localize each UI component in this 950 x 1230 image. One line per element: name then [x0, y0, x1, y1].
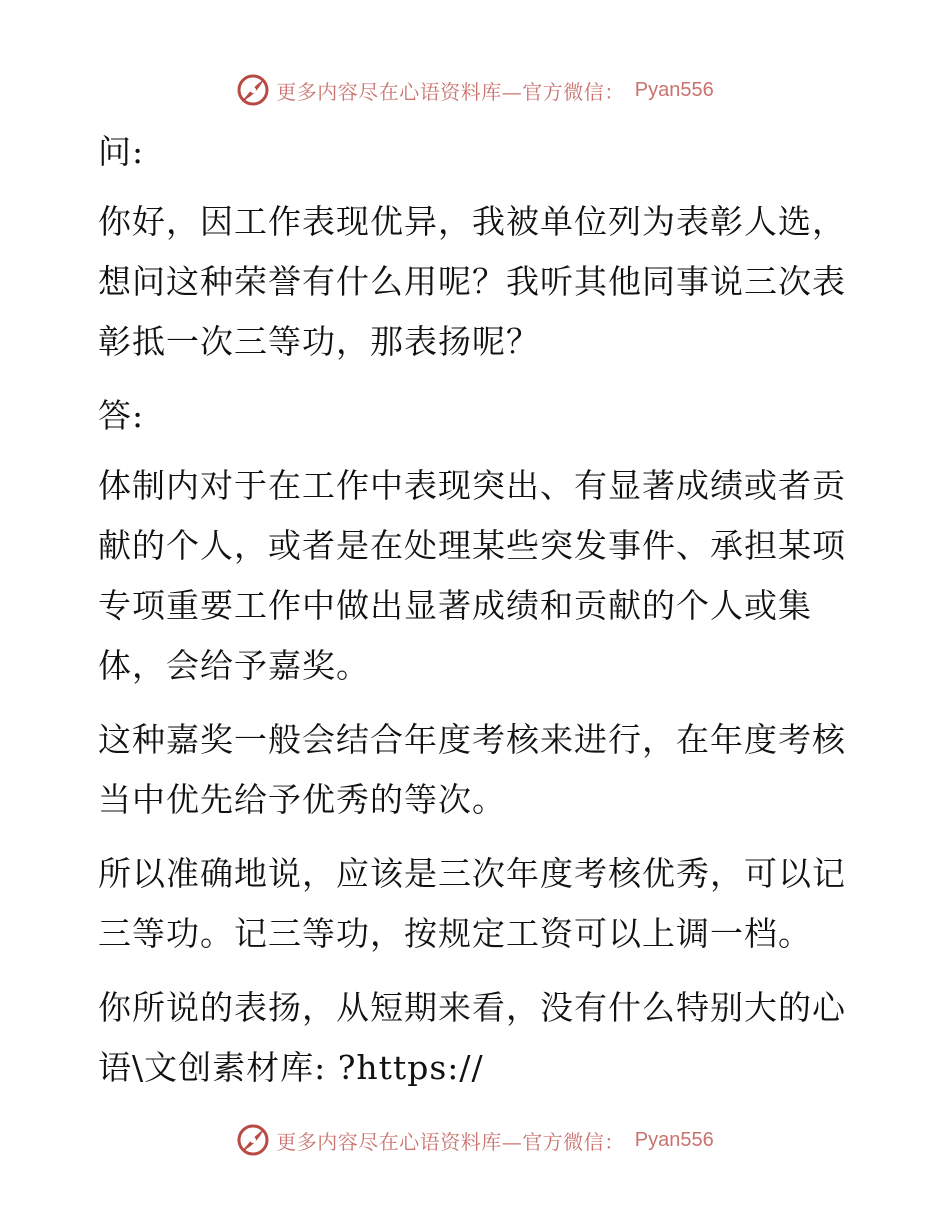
header-banner-text: 更多内容尽在心语资料库—官方微信： — [276, 79, 625, 104]
answer-paragraph-2: 这种嘉奖一般会结合年度考核来进行，在年度考核当中优先给予优秀的等次。 — [98, 720, 846, 819]
footer-banner — [0, 1120, 950, 1160]
document-body — [98, 122, 858, 1098]
answer-paragraph-4: 你所说的表扬，从短期来看，没有什么特别大的心语\文创素材库: ?https:// — [98, 988, 846, 1087]
feather-pen-logo-icon — [236, 73, 270, 107]
header-wechat-id: Pyan556 — [634, 78, 714, 101]
footer-wechat-id: Pyan556 — [634, 1128, 714, 1151]
footer-banner-text: 更多内容尽在心语资料库—官方微信： — [276, 1129, 625, 1154]
question-label: 问: — [98, 132, 145, 171]
answer-label: 答: — [98, 396, 145, 435]
feather-pen-logo-icon — [236, 1123, 270, 1157]
question-paragraph: 你好，因工作表现优异，我被单位列为表彰人选，想问这种荣誉有什么用呢？我听其他同事说三次表彰抵一次三等功，那表扬呢？ — [98, 202, 846, 361]
answer-paragraph-3: 所以准确地说，应该是三次年度考核优秀，可以记三等功。记三等功，按规定工资可以上调一档。 — [98, 854, 846, 953]
header-banner — [0, 70, 950, 110]
answer-paragraph-1: 体制内对于在工作中表现突出、有显著成绩或者贡献的个人，或者是在处理某些突发事件、承担某项专项重要工作中做出显著成绩和贡献的个人或集体，会给予嘉奖。 — [98, 466, 846, 685]
